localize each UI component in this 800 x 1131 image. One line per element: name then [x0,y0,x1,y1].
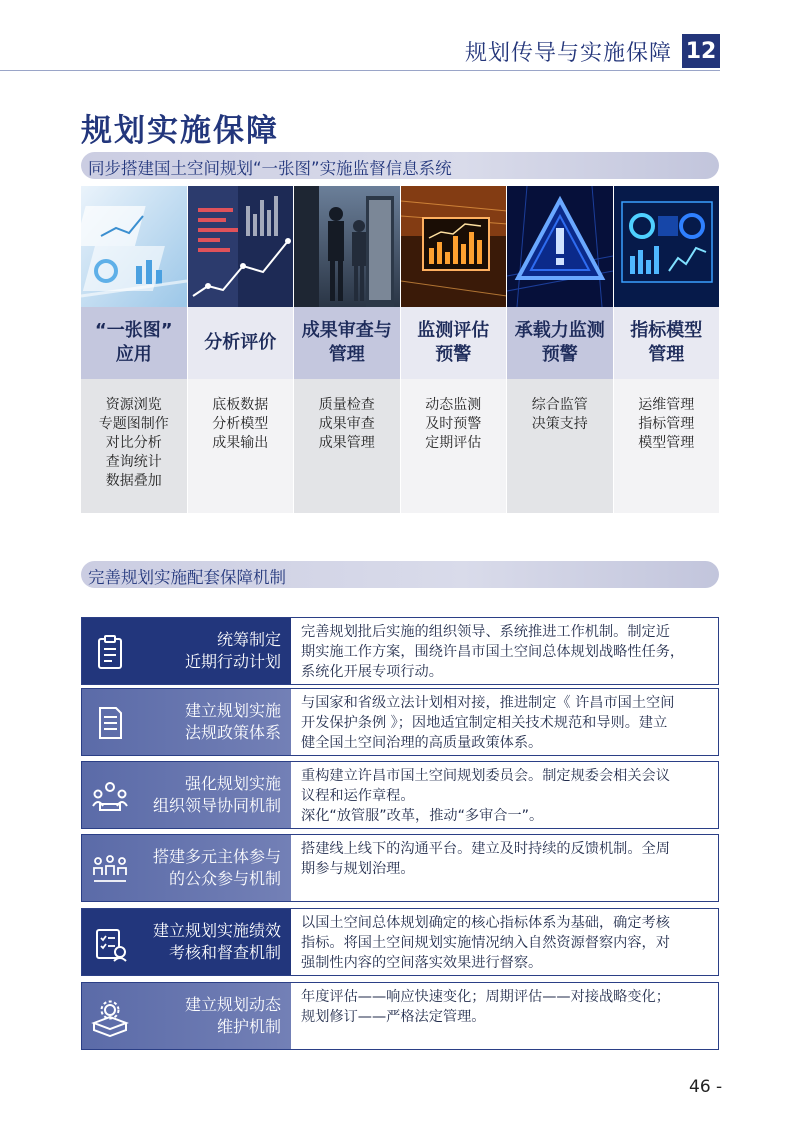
page-number: 46 - [689,1077,723,1097]
header-divider [0,70,720,71]
checklist-icon [90,923,130,963]
system-module-items: 质量检查 成果审查 成果管理 [294,379,400,513]
mechanism-description: 搭建线上线下的沟通平台。建立及时持续的反馈机制。全周 期参与规划治理。 [301,841,670,877]
mechanism-label-panel [82,983,291,1049]
server-room-image [294,186,400,307]
system-module-title: “一张图” 应用 [81,307,187,379]
system-module [294,186,400,513]
hologram-dashboard-image [614,186,720,307]
system-module-title: 承载力监测 预警 [507,307,613,379]
mechanism-description: 重构建立许昌市国土空间规划委员会。制定规委会相关会议 议程和运作章程。 深化“放管服”改革，推动“多审合一”。 [301,768,670,824]
document-icon [90,703,130,743]
mechanism-label-panel [82,689,291,755]
system-module [614,186,720,513]
mechanism-title: 搭建多元主体参与 的公众参与机制 [152,847,281,888]
system-module [188,186,294,513]
warning-triangle-image [507,186,613,307]
mechanism-label-panel [82,909,291,975]
system-modules-grid [81,186,719,513]
page-title: 规划实施保障 [81,113,279,149]
system-module-title: 指标模型 管理 [614,307,720,379]
system-module-items: 综合监管 决策支持 [507,379,613,513]
system-module-items: 资源浏览 专题图制作 对比分析 查询统计 数据叠加 [81,379,187,513]
data-dashboard-image [81,186,187,307]
system-module-title: 监测评估 预警 [401,307,507,379]
mechanism-row [81,761,719,829]
chapter-number: 12 [682,34,720,68]
system-module [81,186,187,513]
gear-box-icon [90,997,130,1037]
mechanism-title: 建立规划实施绩效 考核和督查机制 [152,921,281,962]
mechanism-title: 建立规划实施 法规政策体系 [184,701,281,742]
chapter-header [465,34,720,68]
mechanism-label-panel [82,618,291,684]
clipboard-icon [90,632,130,672]
system-module-title: 成果审查与 管理 [294,307,400,379]
monitor-chart-image [401,186,507,307]
system-module-items: 动态监测 及时预警 定期评估 [401,379,507,513]
section-title: 同步搭建国土空间规划“一张图”实施监督信息系统 [88,159,452,178]
system-module-title: 分析评价 [188,307,294,379]
mechanism-row [81,908,719,976]
mechanism-label-panel [82,762,291,828]
system-module-items: 底板数据 分析模型 成果输出 [188,379,294,513]
system-module-items: 运维管理 指标管理 模型管理 [614,379,720,513]
mechanism-title: 强化规划实施 组织领导协同机制 [152,774,281,815]
mechanism-row [81,688,719,756]
mechanism-row [81,982,719,1050]
mechanism-label-panel [82,835,291,901]
section-bar-info-system [81,152,719,179]
chart-analytics-image [188,186,294,307]
system-module [507,186,613,513]
crowd-icon [90,849,130,889]
mechanism-row [81,617,719,685]
mechanism-description: 年度评估——响应快速变化；周期评估——对接战略变化； 规划修订——严格法定管理。 [301,989,670,1025]
mechanism-description: 与国家和省级立法计划相对接，推进制定《 许昌市国土空间 开发保护条例 》；因地适宜制定相关技术规范和导则。建立 健全国土空间治理的高质量政策体系。 [301,695,675,751]
system-module [401,186,507,513]
mechanism-description: 完善规划批后实施的组织领导、系统推进工作机制。制定近 期实施工作方案，围绕许昌市国土空间总体规划战略性任务， 系统化开展专项行动。 [301,624,685,680]
mechanism-description: 以国土空间总体规划确定的核心指标体系为基础，确定考核 指标。将国土空间规划实施情况纳入自然资源督察内容，对 强制性内容的空间落实效果进行督察。 [301,915,670,971]
team-meeting-icon [90,776,130,816]
section-title: 完善规划实施配套保障机制 [88,568,286,587]
mechanism-row [81,834,719,902]
chapter-title: 规划传导与实施保障 [464,40,672,66]
mechanism-title: 统筹制定 近期行动计划 [184,630,281,671]
mechanism-title: 建立规划动态 维护机制 [184,995,281,1036]
section-bar-mechanisms [81,561,719,588]
